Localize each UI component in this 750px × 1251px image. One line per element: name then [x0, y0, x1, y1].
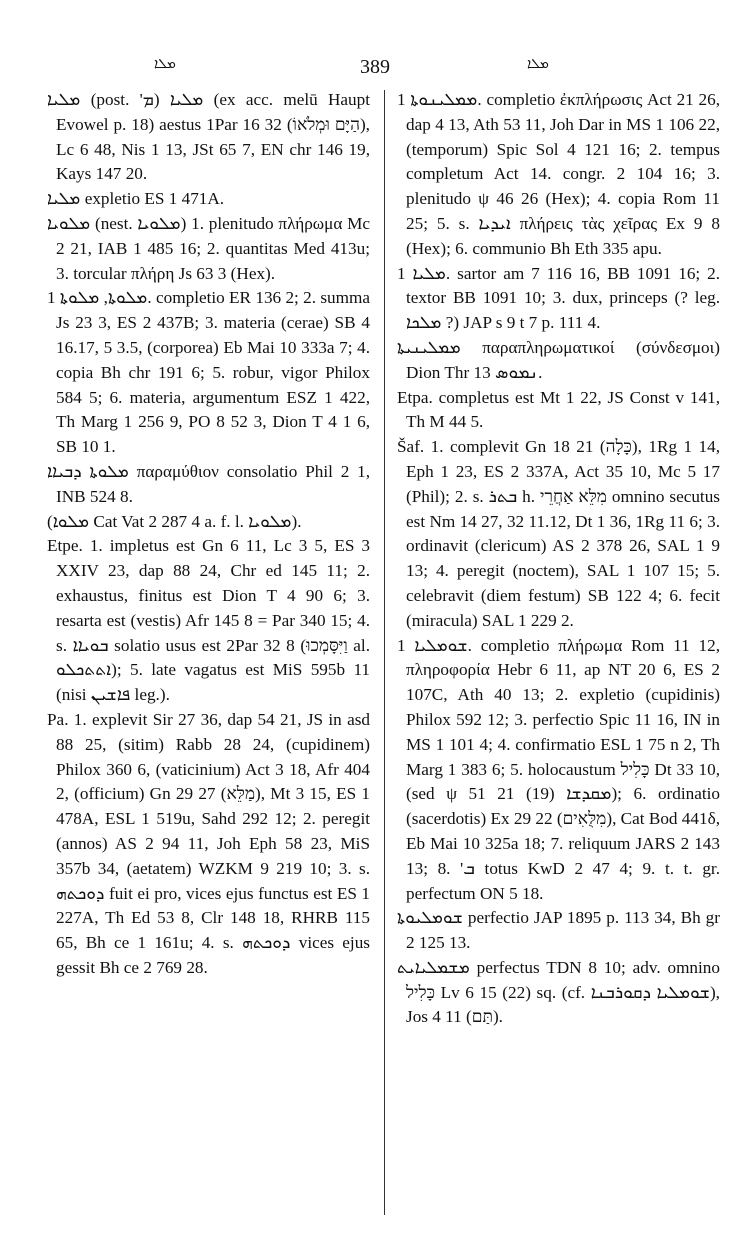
dictionary-entry: ܡܫܡܠܝܐܝܬ perfectus TDN 8 10; adv. omnino כָּלִיל Lv 6 15 (22) sq. (cf. ܫܘܡܠܝܐ ܕܩܘܪܒܢܐ), Jos 4 11 (תַּם). [397, 957, 720, 1027]
dictionary-entry: ܡܠܘܝܐ (nest. ܡܠܘܝܐ) 1. plenitudo πλήρωμα Mc 2 21, IAB 1 485 16; 2. quantitas Med 413u; 3. torcular πλήρη Js 63 3 (Hex). [47, 213, 370, 283]
dictionary-entry: ܫܘܡܠܝܐ 1. completio πλήρωμα Rom 11 12, πληροφορία Hebr 6 11, ap NT 20 6, ES 2 107C, Ath 40 13; 2. expletio (cupidinis) Philox 592 12; 3. perfectio Spic 11 16, IN in MS 1 101 4; 4. confirmatio ESL 1 75 n 2, Th Marg 1 383 6; 5. holocaustum כָּלִיל Dt 33 10, (sed ψ 51 21 (19) ܡܩܕܫܐ); 6. ordinatio (sacerdotis) Ex 29 22 (מִלֻּאִים), Cat Bod 441δ, Eb Mai 10 325a 18; 7. reliquum JARS 2 143 13; 8. 'ܒ totus KwD 2 47 4; 9. t. t. gr. perfectum ON 5 18. [397, 635, 721, 903]
dictionary-entry: Etpe. 1. impletus est Gn 6 11, Lc 3 5, ES 3 XXIV 23, dap 88 24, Chr ed 145 11; 2. exhaustus, finitus est Dion T 4 90 6; 3. resarta est (vestis) Afr 145 8 = Par 340 15; 4. s. ܒܘܝܐܐ solatio usus est 2Par 32 8 (וַיִּסָּמְכוּ al. ܐܬܬܟܠܘ); 5. late vagatus est MiS 595b 11 (nisi ܦܐܫܝܢ leg.). [47, 536, 371, 705]
dictionary-entry: ܡܡܠܝܢܝܬܐ παραπληρωματικοί (σύνδεσμοι) Dion Thr ܢܡܘܣ 13. [397, 337, 720, 382]
dictionary-entry: ܡܠܝܐ 1. sartor am 7 116 16, BB 1091 16; 2. textor BB 1091 10; 3. dux, princeps (? leg. ܡܠܟܐ ?) JAP s 9 t 7 p. 111 4. [397, 263, 720, 333]
dictionary-entry: (ܡܠܘܐ Cat Vat 2 287 4 a. f. l. ܡܠܘܝܐ). [47, 511, 302, 531]
header-right-word: ܡܠܐ [527, 56, 549, 72]
dictionary-entry: ܡܡܠܝܢܘܬܐ 1. completio ἐκπλήρωσις Act 21 26, dap 4 13, Ath 53 11, Joh Dar in MS 1 106 22, (temporum) Spic Sol 4 121 16; 2. tempus completum Act 14. congr. 2 104 16; 3. plenitudo ψ 46 26 (Hex); 4. copia Rom 11 25; 5. s. ܐܝܕܝܐ πλήρεις τὰς χεῖρας Ex 9 8 (Hex); 6. communio Bh Eth 335 apu. [397, 90, 720, 258]
header-left-word: ܡܠܐ [154, 56, 176, 72]
dictionary-entry: Etpa. completus est Mt 1 22, JS Const v 141, Th M 44 5. [397, 387, 720, 432]
right-column [397, 88, 720, 1030]
dictionary-entry: ܡܠܝܐ expletio ES 1 471A. [47, 189, 225, 209]
dictionary-entry: ܫܘܡܠܝܘܬܐ perfectio JAP 1895 p. 113 34, Bh gr 2 125 13. [397, 908, 720, 953]
dictionary-entry: ܡܠܝܐ (post. 'ܡ) ܡܠܝܐ (ex acc. melū Haupt Evowel p. 18) aestus 1Par 16 32 (הַיָּם וּמְלֹאוֹ), Lc 6 48, Nis 1 13, JSt 65 7, EN chr 146 19, Kays 147 20. [47, 90, 370, 184]
page-header [0, 56, 750, 80]
dictionary-entry: Pa. 1. explevit Sir 27 36, dap 54 21, JS in asd 88 25, (sitim) Rabb 28 24, (cupidinem) Philox 360 6, (vaticinium) Act 3 18, Afr 404 2, (officium) Gn 29 27 (מַלֵּא), Mt 3 15, ES 1 478A, ESL 1 519u, Sahd 292 12; 2. peregit (annos) AS 2 94 11, Joh Eph 58 23, MiS 357b 34, (aetatem) WZKM 9 219 10; 3. s. ܕܘܟܬܗ fuit ei pro, vices ejus functus est ES 1 227A, Th Ed 53 8, Clr 148 18, RHRB 115 65, Bh ce 1 161u; 4. s. ܕܘܟܬܗ vices ejus gessit Bh ce 2 769 28. [47, 709, 370, 977]
column-divider [384, 90, 385, 1215]
dictionary-entry: Šaf. 1. complevit Gn 18 21 (כָּלָה), 1Rg 1 14, Eph 1 23, ES 2 337A, Act 35 10, Mc 5 17 (Phil); 2. s. ܒܬܪ h. מִלֵּא אַחֲרֵי omnino secutus est Nm 14 27, 32 11.12, Dt 1 36, 1Rg 11 6; 3. ordinavit (clericum) AS 2 378 26, SAL 1 9 13; 4. peregit (noctem), SAL 1 107 15; 5. celebravit (diem festum) SB 122 4; 6. fecit (miracula) SAL 1 229 2. [397, 437, 721, 630]
dictionary-entry: ܡܠܘܬܐ, ܡܠܘܬܐ 1. completio ER 136 2; 2. summa Js 23 3, ES 2 437B; 3. materia (cerae) SB 4 16.17, 5 3.5, (corporea) Eb Mai 10 333a 7; 4. copia Bh chr 191 6; 5. robur, vigor Philox 584 5; 6. materia, argumentum ESZ 1 422, Th Marg 1 256 9, PO 8 52 3, Dion T 4 1 6, SB 10 1. [47, 288, 370, 457]
page-number: 389 [360, 56, 390, 78]
dictionary-entry: ܡܠܘܬܐ ܕܒܝܐܐ παραμύθιον consolatio Phil 2 1, INB 524 8. [47, 461, 370, 506]
left-column [47, 88, 370, 981]
